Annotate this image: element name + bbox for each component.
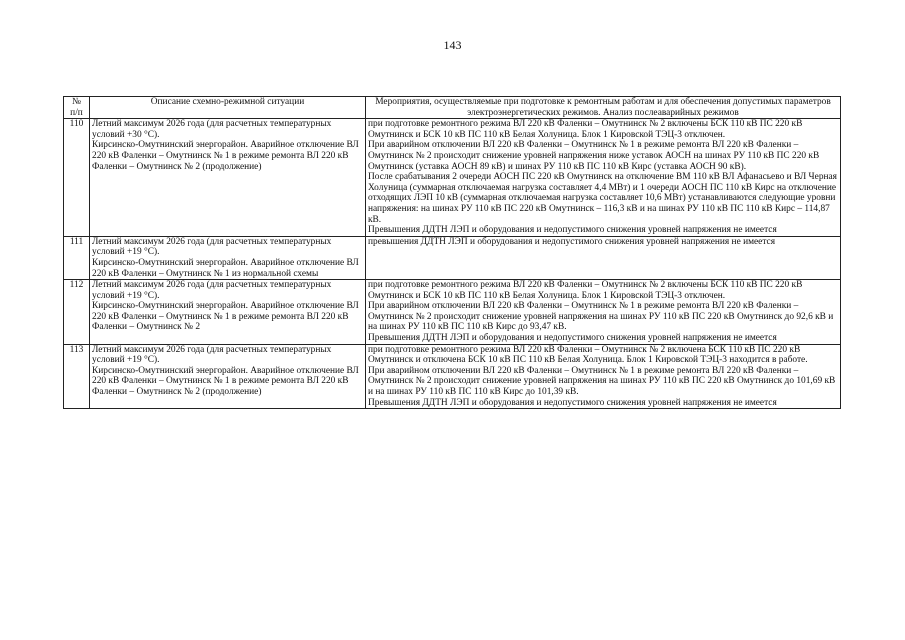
table-row — [64, 280, 841, 345]
situations-table — [63, 96, 841, 409]
row-description: Летний максимум 2026 года (для расчетных температурных условий +19 °С). Кирсинско-Омутнинский энергорайон. Аварийное отключение ВЛ 220 кВ Фаленки – Омутнинск № 1 из нормальной схемы — [90, 236, 366, 279]
measure-paragraph: При аварийном отключении ВЛ 220 кВ Фаленки – Омутнинск № 1 в режиме ремонта ВЛ 220 кВ Фаленки – Омутнинск № 2 происходит снижение уровней напряжения ниже уставок АОСН на шинах РУ 110 кВ ПС 220 кВ Омутнинск (уставка АОСН 89 кВ) и шинах РУ 110 кВ ПС 110 кВ Кирс (уставка АОСН 90 кВ). — [368, 140, 820, 172]
page-number: 143 — [443, 38, 462, 52]
row-description: Летний максимум 2026 года (для расчетных температурных условий +30 °С). Кирсинско-Омутнинский энергорайон. Аварийное отключение ВЛ 220 кВ Фаленки – Омутнинск № 1 в режиме ремонта ВЛ 220 кВ Фаленки – Омутнинск № 2 (продолжение) — [90, 119, 366, 237]
row-measures — [366, 119, 841, 237]
row-number: 113 — [64, 344, 90, 409]
header-num: № п/п — [64, 97, 90, 119]
measure-paragraph: При аварийном отключении ВЛ 220 кВ Фаленки – Омутнинск № 1 в режиме ремонта ВЛ 220 кВ Фаленки – Омутнинск № 2 происходит снижение уровней напряжения на шинах РУ 110 кВ ПС 220 кВ Омутнинск до 101,69 кВ и на шинах РУ 110 кВ ПС 110 кВ Кирс до 101,39 кВ. — [368, 365, 836, 398]
measure-paragraph: Превышения ДДТН ЛЭП и оборудования и недопустимого снижения уровней напряжения не имеется — [368, 225, 777, 236]
table-row — [64, 119, 841, 237]
header-description: Описание схемно-режимной ситуации — [90, 97, 366, 119]
row-description: Летний максимум 2026 года (для расчетных температурных условий +19 °С). Кирсинско-Омутнинский энергорайон. Аварийное отключение ВЛ 220 кВ Фаленки – Омутнинск № 1 в режиме ремонта ВЛ 220 кВ Фаленки – Омутнинск № 2 (продолжение) — [90, 344, 366, 409]
row-measures — [366, 236, 841, 279]
row-number: 111 — [64, 236, 90, 279]
measure-paragraph: При аварийном отключении ВЛ 220 кВ Фаленки – Омутнинск № 1 в режиме ремонта ВЛ 220 кВ Фаленки – Омутнинск № 2 происходит снижение уровней напряжения на шинах РУ 110 кВ ПС 220 кВ Омутнинск до 92,6 кВ и на шинах РУ 110 кВ ПС 110 кВ Кирс до 93,47 кВ. — [368, 301, 834, 333]
table-row — [64, 236, 841, 279]
row-measures — [366, 344, 841, 409]
measure-paragraph: Превышения ДДТН ЛЭП и оборудования и недопустимого снижения уровней напряжения не имеется — [368, 397, 777, 408]
header-measures: Мероприятия, осуществляемые при подготовке к ремонтным работам и для обеспечения допустимых параметров электроэнергетических режимов. Анализ послеаварийных режимов — [366, 97, 841, 119]
measure-paragraph: при подготовке ремонтного режима ВЛ 220 кВ Фаленки – Омутнинск № 2 включена БСК 110 кВ ПС 220 кВ Омутнинск и отключена БСК 10 кВ ПС 110 кВ Белая Холуница. Блок 1 Кировской ТЭЦ-3 находится в работе. — [368, 344, 808, 366]
measure-paragraph: при подготовке ремонтного режима ВЛ 220 кВ Фаленки – Омутнинск № 2 включены БСК 110 кВ ПС 220 кВ Омутнинск и БСК 10 кВ ПС 110 кВ Белая Холуница. Блок 1 Кировской ТЭЦ-3 отключен. — [368, 119, 803, 140]
row-description: Летний максимум 2026 года (для расчетных температурных условий +19 °С). Кирсинско-Омутнинский энергорайон. Аварийное отключение ВЛ 220 кВ Фаленки – Омутнинск № 1 в режиме ремонта ВЛ 220 кВ Фаленки – Омутнинск № 2 — [90, 280, 366, 345]
measure-paragraph: при подготовке ремонтного режима ВЛ 220 кВ Фаленки – Омутнинск № 2 включены БСК 110 кВ ПС 220 кВ Омутнинск и БСК 10 кВ ПС 110 кВ Белая Холуница. Блок 1 Кировской ТЭЦ-3 отключен. — [368, 280, 803, 301]
table-header-row — [64, 97, 841, 119]
row-measures — [366, 280, 841, 345]
row-number: 112 — [64, 280, 90, 345]
row-number: 110 — [64, 119, 90, 237]
measure-paragraph: Превышения ДДТН ЛЭП и оборудования и недопустимого снижения уровней напряжения не имеется — [368, 333, 777, 344]
measure-paragraph: После срабатывания 2 очереди АОСН ПС 220 кВ Омутнинск на отключение ВМ 110 кВ ВЛ Афанасьево и ВЛ Черная Холуница (суммарная отключаемая нагрузка составляет 4,4 МВт) и 1 очереди АОСН ПС 110 кВ Кирс на отключение отходящих ЛЭП 10 кВ (суммарная отключаемая нагрузка составляет 10,6 МВт) устанавливаются следующие уровни напряжения: на шинах РУ 110 кВ ПС 220 кВ Омутнинск – 116,3 кВ и на шинах РУ 110 кВ ПС 110 кВ Кирс – 114,87 кВ. — [368, 172, 837, 225]
table-row — [64, 344, 841, 409]
measure-paragraph: превышения ДДТН ЛЭП и оборудования и недопустимого снижения уровней напряжения не имеется — [368, 236, 776, 247]
